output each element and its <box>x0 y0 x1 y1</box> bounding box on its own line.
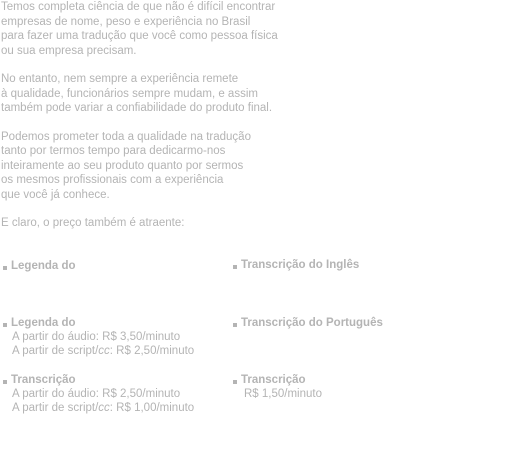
intro-text <box>1 0 331 245</box>
price-line-part: cc <box>98 402 110 414</box>
price-line <box>3 344 194 358</box>
intro-line: No entanto, nem sempre a experiência remete <box>1 73 239 85</box>
price-item-title-text: Transcrição do Inglês <box>241 259 360 271</box>
intro-line: Temos completa ciência de que não é difícil encontrar <box>1 1 276 13</box>
price-line-part: A partir de script/ <box>12 402 99 414</box>
bullet-icon <box>233 265 237 269</box>
price-item-transcricao-portugues <box>233 316 383 330</box>
price-item-title <box>3 259 76 273</box>
price-line: A partir do áudio: R$ 2,50/minuto <box>12 388 181 400</box>
intro-line: empresas de nome, peso e experiência no Brasil <box>1 15 251 28</box>
intro-paragraph-2 <box>1 72 331 116</box>
intro-line: inteiramente ao seu produto quanto por sermos <box>1 159 244 172</box>
price-line-part: : R$ 2,50/minuto <box>109 345 195 357</box>
price-item-legenda-portugues <box>3 316 194 358</box>
price-item-title <box>233 316 383 330</box>
intro-line: tanto por termos tempo para dedicarmo-nos <box>1 145 226 157</box>
bullet-icon <box>3 380 7 384</box>
price-item-legenda-ingles <box>3 259 76 273</box>
price-item-title <box>3 373 194 387</box>
price-item-transcricao-portugues-detalhe <box>233 373 322 401</box>
price-item-title-text: Legenda do <box>11 317 76 329</box>
price-item-title <box>233 258 359 272</box>
intro-line: que você já conhece. <box>1 188 110 201</box>
price-line-part: cc <box>98 345 110 357</box>
intro-line: ou sua empresa precisam. <box>1 44 137 57</box>
price-item-title-text: Transcrição <box>241 374 306 386</box>
price-item-transcricao-ingles <box>233 258 359 272</box>
price-item-title-text: Legenda do <box>11 260 76 272</box>
price-item-title <box>3 316 194 330</box>
intro-paragraph-1 <box>1 0 331 58</box>
price-line-part: A partir de script/ <box>12 345 99 357</box>
intro-line: para fazer uma tradução que você como pessoa física <box>1 30 278 42</box>
intro-paragraph-3 <box>1 130 331 203</box>
intro-line: os mesmos profissionais com a experiência <box>1 174 224 186</box>
price-item-title-text: Transcrição <box>11 374 76 386</box>
bullet-icon <box>3 323 7 327</box>
bullet-icon <box>3 266 7 270</box>
price-line-part: : R$ 1,00/minuto <box>109 402 195 414</box>
price-item-title-text: Transcrição do Português <box>241 317 383 329</box>
price-line: A partir do áudio: R$ 3,50/minuto <box>12 331 181 343</box>
intro-line: Podemos prometer toda a qualidade na tradução <box>1 130 251 143</box>
intro-line: também pode variar a confiabilidade do produto final. <box>1 102 273 114</box>
price-item-transcricao-ingles-detalhe <box>3 373 194 415</box>
price-line <box>3 401 194 415</box>
bullet-icon <box>233 323 237 327</box>
price-item-title <box>233 373 322 387</box>
price-line: R$ 1,50/minuto <box>244 388 322 400</box>
intro-line: à qualidade, funcionários sempre mudam, e assim <box>1 87 258 100</box>
intro-paragraph-4: E claro, o preço também é atraente: <box>1 217 185 229</box>
bullet-icon <box>233 380 237 384</box>
